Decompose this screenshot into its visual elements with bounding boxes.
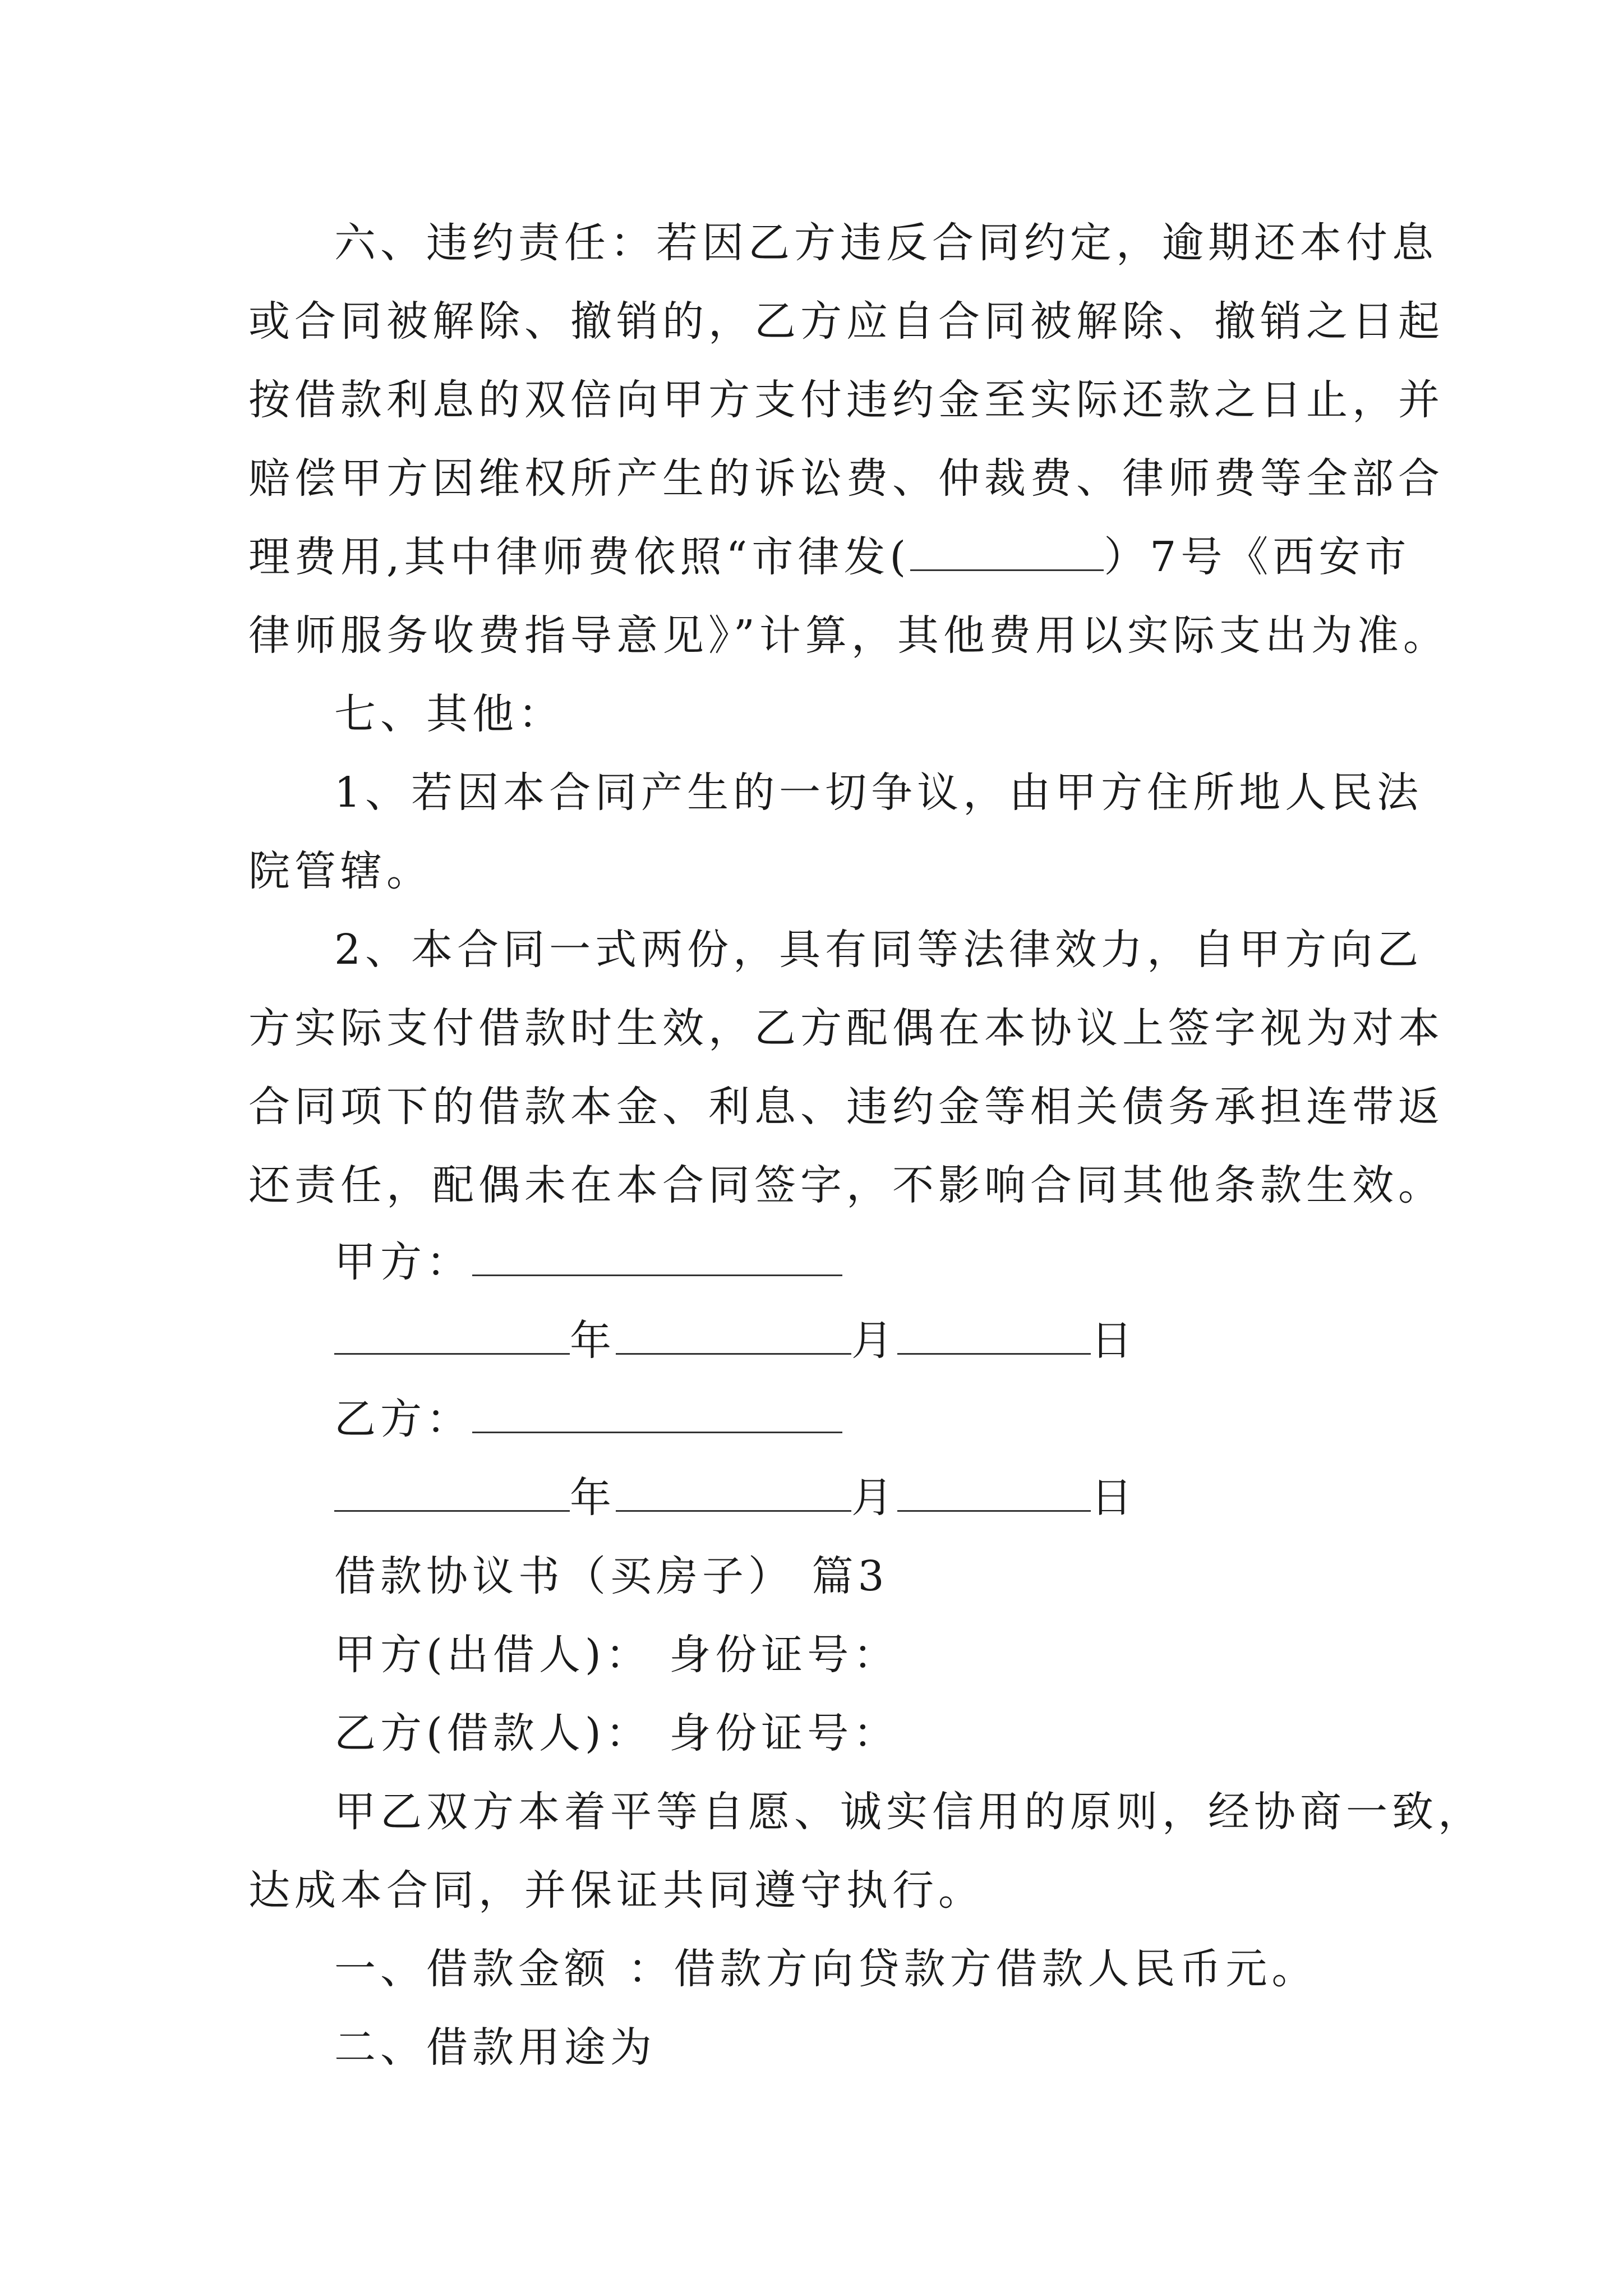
month-blank <box>616 1470 851 1512</box>
party-a-signature-blank <box>472 1234 842 1276</box>
intro-line-1: 甲乙双方本着平等自愿、诚实信用的原则，经协商一致， <box>334 1788 1484 1836</box>
item-1-amount: 一、借款金额 ：借款方向贷款方借款人民币元。 <box>334 1945 1318 1993</box>
clause-6-line-6: 律师服务收费指导意见》”计算，其他费用以实际支出为准。 <box>248 611 1449 660</box>
day-blank <box>897 1470 1091 1512</box>
clause-6-line-3: 按借款利息的双倍向甲方支付违约金至实际还款之日止，并 <box>248 376 1444 424</box>
clause-7-2-line-2: 方实际支付借款时生效，乙方配偶在本协议上签字视为对本 <box>248 1004 1444 1052</box>
section-3-title: 借款协议书（买房子） 篇3 <box>334 1552 889 1600</box>
year-label: 年 <box>570 1474 616 1522</box>
clause-7-2-line-1: 2、本合同一式两份，具有同等法律效力，自甲方向乙 <box>334 926 1423 974</box>
lender-line: 甲方(出借人)： 身份证号： <box>334 1631 900 1679</box>
clause-7-2-line-4: 还责任，配偶未在本合同签字，不影响合同其他条款生效。 <box>248 1161 1444 1209</box>
party-a-signature-line <box>334 1231 842 1293</box>
clause-6-line-4: 赔偿甲方因维权所产生的诉讼费、仲裁费、律师费等全部合 <box>248 454 1444 503</box>
month-blank <box>616 1313 851 1355</box>
party-a-date-line <box>334 1310 1137 1372</box>
clause-7-1-line-1: 1、若因本合同产生的一切争议，由甲方住所地人民法 <box>334 769 1423 817</box>
year-label: 年 <box>570 1317 616 1365</box>
clause-6-line-2: 或合同被解除、撤销的，乙方应自合同被解除、撤销之日起 <box>248 297 1444 346</box>
intro-line-2: 达成本合同，并保证共同遵守执行。 <box>248 1866 984 1915</box>
party-b-label: 乙方： <box>334 1395 472 1443</box>
clause-6-line-5-end: ）7号《西安市 <box>1104 533 1411 581</box>
party-b-signature-blank <box>472 1391 842 1433</box>
item-2-purpose: 二、借款用途为 <box>334 2023 656 2072</box>
day-label: 日 <box>1091 1474 1137 1522</box>
day-blank <box>897 1313 1091 1355</box>
clause-7-1-line-2: 院管辖。 <box>248 847 432 895</box>
clause-7-title: 七、其他： <box>334 690 564 738</box>
month-label: 月 <box>851 1317 897 1365</box>
party-b-signature-line <box>334 1388 842 1450</box>
clause-6-line-5 <box>248 526 1410 588</box>
borrower-line: 乙方(借款人)： 身份证号： <box>334 1709 900 1757</box>
party-b-date-line <box>334 1467 1137 1529</box>
clause-6-line-1: 六、违约责任：若因乙方违反合同约定，逾期还本付息 <box>334 219 1438 267</box>
month-label: 月 <box>851 1474 897 1522</box>
year-blank <box>334 1470 570 1512</box>
doc-number-blank <box>910 529 1104 571</box>
clause-7-2-line-3: 合同项下的借款本金、利息、违约金等相关债务承担连带返 <box>248 1083 1444 1131</box>
clause-6-line-5-start: 理费用,其中律师费依照“市律发( <box>248 533 911 581</box>
year-blank <box>334 1313 570 1355</box>
party-a-label: 甲方： <box>334 1238 472 1286</box>
day-label: 日 <box>1091 1317 1137 1365</box>
